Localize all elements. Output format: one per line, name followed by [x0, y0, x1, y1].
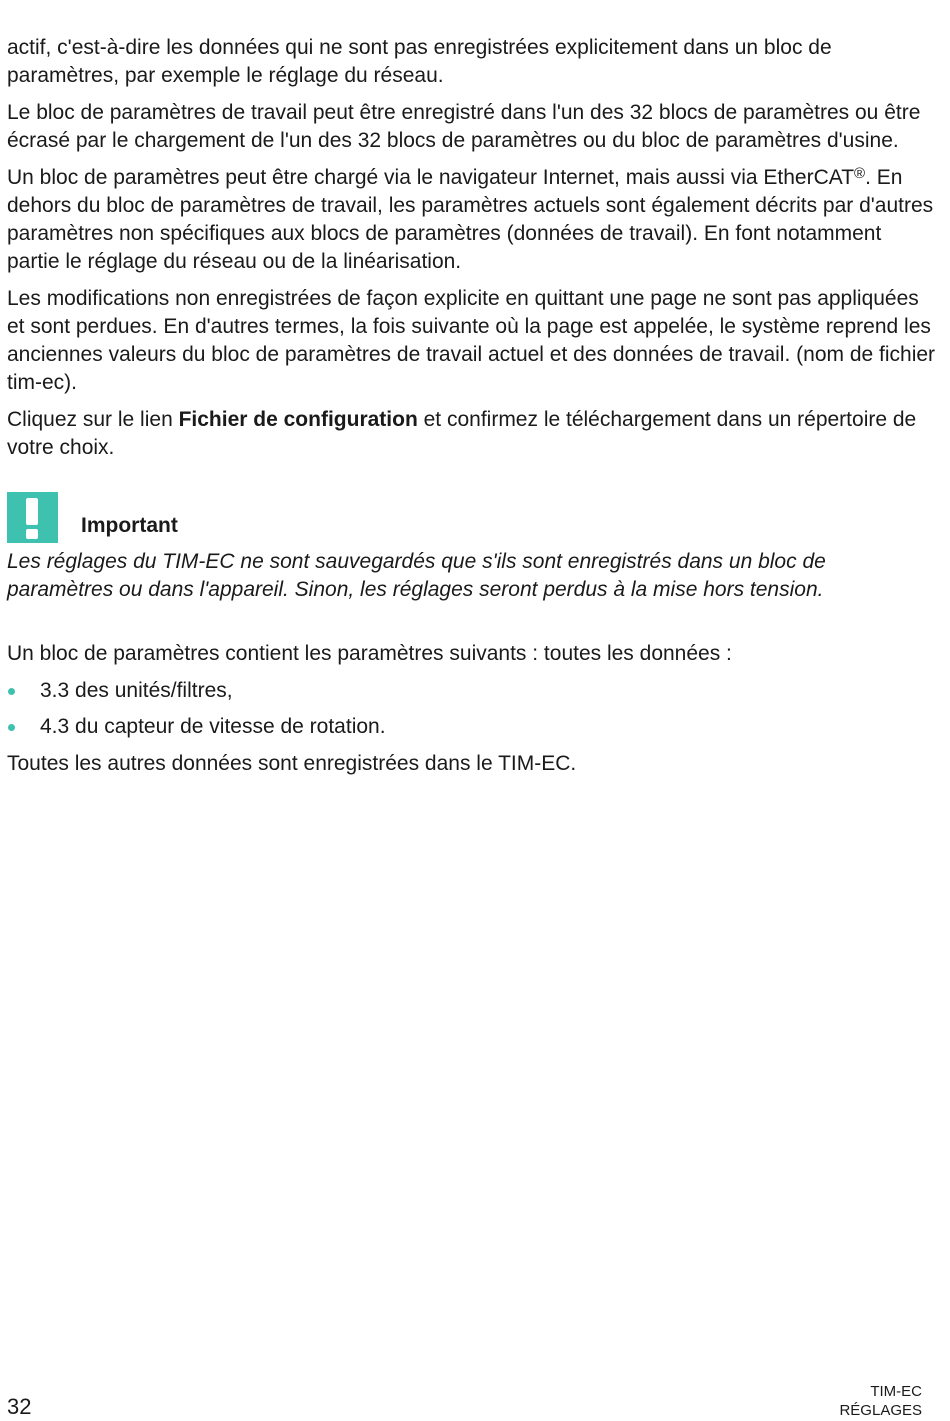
- document-body: [7, 34, 937, 787]
- exclamation-icon: [7, 492, 58, 543]
- list-item-text: 3.3 des unités/filtres,: [40, 679, 233, 702]
- notice-title: Important: [81, 514, 178, 537]
- paragraph-loading: [7, 164, 937, 276]
- registered-mark: ®: [854, 165, 866, 182]
- list-item-text: 4.3 du capteur de vitesse de rotation.: [40, 715, 386, 738]
- paragraph-continuation: actif, c'est-à-dire les données qui ne sont pas enregistrées explicitement dans un bloc de paramètres, par exemple le réglage du réseau.: [7, 36, 832, 87]
- list-item: [7, 713, 937, 741]
- bullet-list: [7, 677, 937, 741]
- paragraph-loading-text-b: . En dehors du bloc de paramètres de travail, les paramètres actuels sont également décrits par d'autres paramètres non spécifiques aux blocs de paramètres (données de travail). En font notamment partie le réglage du réseau ou de la linéarisation.: [7, 166, 934, 273]
- paragraph-config-text-a: Cliquez sur le lien: [7, 408, 179, 431]
- paragraph-other-data: Toutes les autres données sont enregistrées dans le TIM-EC.: [7, 752, 577, 775]
- paragraph-config-file: [7, 406, 937, 462]
- paragraph-modifications: Les modifications non enregistrées de façon explicite en quittant une page ne sont pas appliquées et sont perdues. En d'autres termes, la fois suivante où la page est appelée, le système reprend les anciennes valeurs du bloc de paramètres de travail actuel et des données de travail. (nom de fichier tim-ec).: [7, 287, 936, 394]
- paragraph-work-block: Le bloc de paramètres de travail peut être enregistré dans l'un des 32 blocs de paramètres ou être écrasé par le chargement de l'un des 32 blocs de paramètres ou du bloc de paramètres d'usine.: [7, 101, 921, 152]
- notice-text: Les réglages du TIM-EC ne sont sauvegardés que s'ils sont enregistrés dans un bloc de paramètres ou dans l'appareil. Sinon, les réglages seront perdus à la mise hors tension.: [7, 550, 826, 601]
- bullet-icon: [8, 688, 15, 695]
- paragraph-block-contents: Un bloc de paramètres contient les paramètres suivants : toutes les données :: [7, 642, 732, 665]
- config-file-link-label: Fichier de configuration: [178, 408, 418, 431]
- paragraph-config-text-b: et confirmez le téléchargement dans un répertoire de votre choix.: [7, 408, 917, 459]
- footer-running-title: [839, 1382, 922, 1420]
- bullet-icon: [8, 724, 15, 731]
- paragraph-loading-text-a: Un bloc de paramètres peut être chargé via le navigateur Internet, mais aussi via EtherCAT: [7, 166, 855, 189]
- list-item: [7, 677, 937, 705]
- footer-product: TIM-EC: [870, 1383, 922, 1400]
- footer-section: RÉGLAGES: [839, 1402, 922, 1419]
- page-number: 32: [7, 1394, 32, 1419]
- important-notice: [7, 492, 937, 548]
